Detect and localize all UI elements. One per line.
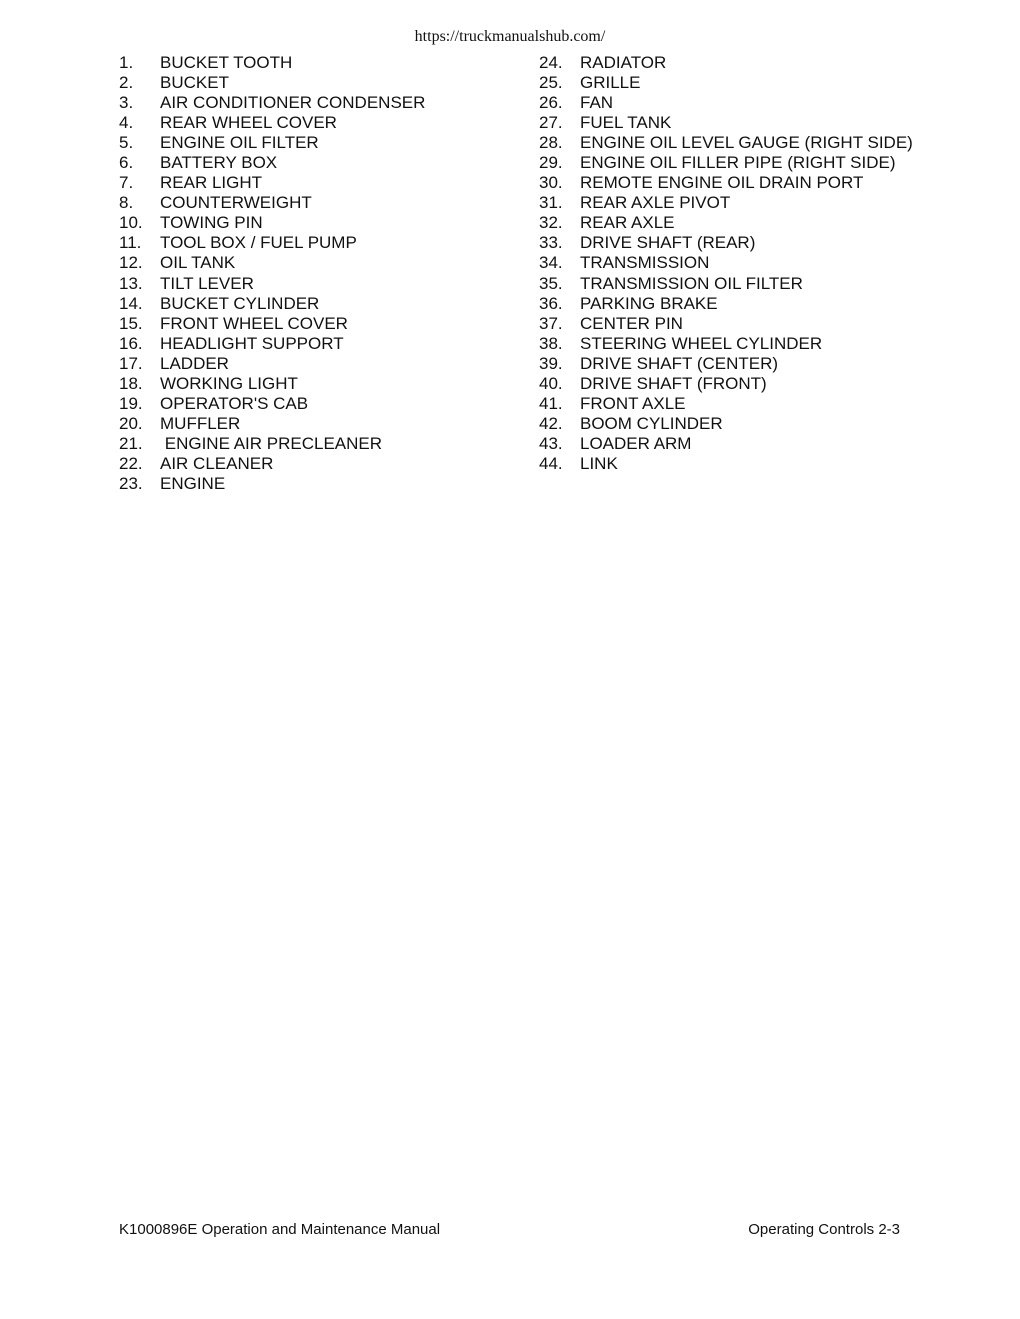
- item-label: ENGINE OIL LEVEL GAUGE (RIGHT SIDE): [580, 133, 913, 153]
- list-item: [119, 414, 519, 434]
- item-number: 5.: [119, 133, 134, 153]
- item-label: LOADER ARM: [580, 433, 692, 453]
- item-label: ENGINE OIL FILLER PIPE (RIGHT SIDE): [580, 153, 896, 173]
- list-item: [119, 314, 519, 334]
- list-item: [119, 474, 519, 494]
- item-number: 21.: [119, 433, 143, 453]
- item-label: TRANSMISSION: [580, 253, 710, 273]
- item-label: CENTER PIN: [580, 313, 683, 333]
- item-label: STEERING WHEEL CYLINDER: [580, 333, 823, 353]
- item-number: 3.: [119, 93, 134, 113]
- list-item: [539, 153, 919, 173]
- item-number: 27.: [539, 113, 563, 133]
- item-label: GRILLE: [580, 73, 641, 93]
- item-number: 41.: [539, 393, 563, 413]
- item-label: REAR AXLE: [580, 213, 675, 233]
- list-item: [539, 93, 919, 113]
- item-label: REAR LIGHT: [160, 173, 263, 193]
- list-item: [119, 274, 519, 294]
- item-number: 1.: [119, 53, 134, 72]
- item-number: 31.: [539, 193, 563, 213]
- list-item: [539, 294, 919, 314]
- item-number: 8.: [119, 193, 134, 213]
- item-label: LADDER: [160, 353, 229, 373]
- item-number: 39.: [539, 353, 563, 373]
- list-item: [539, 274, 919, 294]
- list-item: [539, 53, 919, 73]
- item-label: WORKING LIGHT: [160, 373, 298, 393]
- item-label: PARKING BRAKE: [580, 293, 718, 313]
- item-label: REAR AXLE PIVOT: [580, 193, 731, 213]
- list-item: [539, 394, 919, 414]
- item-label: RADIATOR: [580, 53, 667, 72]
- list-item: [119, 213, 519, 233]
- item-label: BUCKET TOOTH: [160, 53, 293, 72]
- item-number: 20.: [119, 413, 143, 433]
- footer-page-number: Operating Controls 2-3: [748, 1221, 900, 1238]
- list-item: [539, 73, 919, 93]
- list-item: [119, 434, 519, 454]
- list-item: [539, 354, 919, 374]
- list-item: [539, 173, 919, 193]
- item-label: REMOTE ENGINE OIL DRAIN PORT: [580, 173, 864, 193]
- item-label: TRANSMISSION OIL FILTER: [580, 273, 803, 293]
- item-label: BOOM CYLINDER: [580, 413, 723, 433]
- list-item: [539, 454, 919, 474]
- parts-list-left: [119, 53, 519, 494]
- item-label: TOWING PIN: [160, 213, 263, 233]
- item-number: 29.: [539, 153, 563, 173]
- item-label: ENGINE AIR PRECLEANER: [160, 433, 383, 453]
- item-label: AIR CLEANER: [160, 453, 274, 473]
- list-item: [539, 133, 919, 153]
- item-number: 34.: [539, 253, 563, 273]
- item-number: 6.: [119, 153, 134, 173]
- item-label: BATTERY BOX: [160, 153, 278, 173]
- item-label: FAN: [580, 93, 614, 113]
- item-number: 16.: [119, 333, 143, 353]
- list-item: [539, 193, 919, 213]
- list-item: [119, 93, 519, 113]
- list-item: [539, 233, 919, 253]
- list-item: [119, 294, 519, 314]
- item-number: 28.: [539, 133, 563, 153]
- item-label: LINK: [580, 453, 618, 473]
- item-number: 38.: [539, 333, 563, 353]
- item-label: COUNTERWEIGHT: [160, 193, 312, 213]
- item-number: 23.: [119, 473, 143, 493]
- list-item: [119, 53, 519, 73]
- list-item: [119, 113, 519, 133]
- item-number: 32.: [539, 213, 563, 233]
- item-label: DRIVE SHAFT (FRONT): [580, 373, 767, 393]
- item-number: 37.: [539, 313, 563, 333]
- item-label: AIR CONDITIONER CONDENSER: [160, 93, 426, 113]
- list-item: [539, 113, 919, 133]
- list-item: [119, 133, 519, 153]
- item-number: 4.: [119, 113, 134, 133]
- list-item: [119, 73, 519, 93]
- list-item: [119, 354, 519, 374]
- item-number: 15.: [119, 313, 143, 333]
- item-label: TOOL BOX / FUEL PUMP: [160, 233, 357, 253]
- list-item: [119, 334, 519, 354]
- item-number: 17.: [119, 353, 143, 373]
- footer-manual-title: K1000896E Operation and Maintenance Manual: [119, 1221, 441, 1238]
- item-number: 14.: [119, 293, 143, 313]
- item-number: 7.: [119, 173, 134, 193]
- item-number: 40.: [539, 373, 563, 393]
- item-number: 26.: [539, 93, 563, 113]
- item-label: OPERATOR'S CAB: [160, 393, 309, 413]
- list-item: [119, 394, 519, 414]
- item-number: 35.: [539, 273, 563, 293]
- item-number: 18.: [119, 373, 143, 393]
- item-label: MUFFLER: [160, 413, 241, 433]
- item-number: 43.: [539, 433, 563, 453]
- item-number: 13.: [119, 273, 143, 293]
- item-number: 10.: [119, 213, 143, 233]
- item-label: HEADLIGHT SUPPORT: [160, 333, 344, 353]
- list-item: [539, 434, 919, 454]
- list-item: [539, 253, 919, 273]
- item-label: ENGINE OIL FILTER: [160, 133, 319, 153]
- item-number: 42.: [539, 413, 563, 433]
- item-number: 24.: [539, 53, 563, 72]
- list-item: [119, 374, 519, 394]
- list-item: [119, 173, 519, 193]
- item-label: FRONT AXLE: [580, 393, 686, 413]
- item-label: DRIVE SHAFT (CENTER): [580, 353, 779, 373]
- list-item: [119, 454, 519, 474]
- item-label: TILT LEVER: [160, 273, 254, 293]
- item-number: 30.: [539, 173, 563, 193]
- item-number: 2.: [119, 73, 134, 93]
- list-item: [539, 213, 919, 233]
- list-item: [539, 314, 919, 334]
- item-number: 36.: [539, 293, 563, 313]
- item-label: REAR WHEEL COVER: [160, 113, 337, 133]
- list-item: [119, 253, 519, 273]
- list-item: [539, 374, 919, 394]
- item-label: DRIVE SHAFT (REAR): [580, 233, 756, 253]
- item-label: FRONT WHEEL COVER: [160, 313, 348, 333]
- item-number: 44.: [539, 453, 563, 473]
- item-label: BUCKET CYLINDER: [160, 293, 320, 313]
- list-item: [539, 414, 919, 434]
- item-number: 11.: [119, 233, 142, 253]
- list-item: [119, 233, 519, 253]
- item-number: 33.: [539, 233, 563, 253]
- item-label: BUCKET: [160, 73, 229, 93]
- list-item: [119, 153, 519, 173]
- header-url: https://truckmanualshub.com/: [414, 28, 606, 45]
- item-number: 25.: [539, 73, 563, 93]
- parts-list-right: [539, 53, 919, 474]
- item-number: 22.: [119, 453, 143, 473]
- item-label: FUEL TANK: [580, 113, 672, 133]
- item-number: 12.: [119, 253, 143, 273]
- item-label: ENGINE: [160, 473, 226, 493]
- list-item: [119, 193, 519, 213]
- item-label: OIL TANK: [160, 253, 236, 273]
- item-number: 19.: [119, 393, 143, 413]
- list-item: [539, 334, 919, 354]
